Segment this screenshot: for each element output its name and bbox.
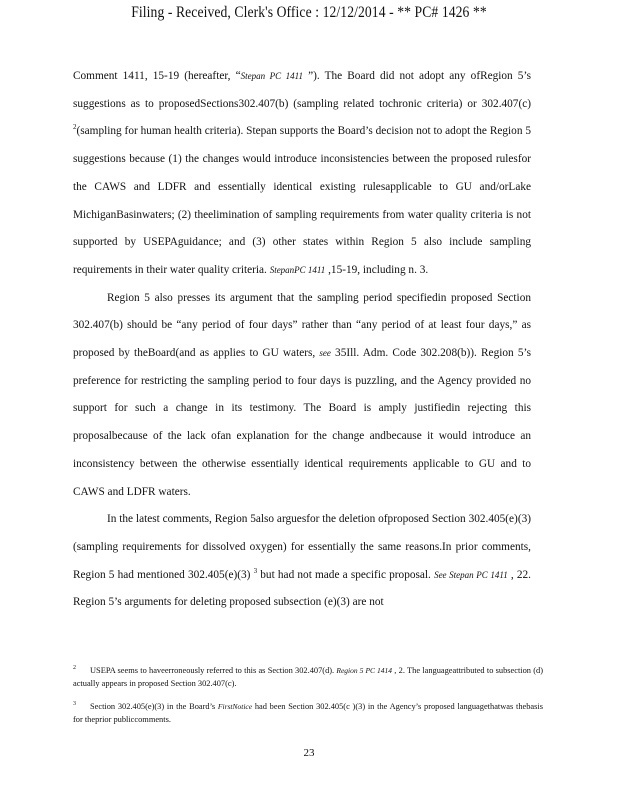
paragraph-1-text-d: ,15-19, including n. 3. — [325, 263, 429, 276]
citation-see: see — [319, 348, 331, 359]
footnote-2-text-b: , 2. The languageattributed to subsection (d) actually appears in proposed Section 302.407(c). — [73, 666, 543, 688]
paragraph-1-text-b: ”). The Board did not adopt any ofRegion 5’s suggestions as to proposedSections302.407(b) (sampling related tochronic criteria) or 302.407(c) — [73, 70, 531, 110]
citation-stepan-pc: Stepan PC 1411 — [240, 71, 303, 81]
footnote-2 — [73, 664, 543, 690]
footnote-3-text-a: Section 302.405(e)(3) in the Board’s — [90, 702, 218, 711]
footnote-divider — [73, 650, 143, 651]
body-text — [73, 63, 531, 617]
paragraph-2-text-b: 35Ill. Adm. Code 302.208(b)). Region 5’s preference for restricting the sampling period to four days is puzzling, and the Agency provided no support for such a change in its testimony. The Board is amply justifiedin rejecting this proposalbecause of the lack ofan explanation for the change andbecause it would introduce an inconsistency between the otherwise essentially identical requirements applicable to GU and to CAWS and LDFR waters. — [73, 347, 532, 498]
footnote-3-citation: FirstNotice — [217, 702, 253, 711]
footnotes — [73, 664, 543, 736]
footnote-3 — [73, 700, 543, 726]
footnote-ref-3: 3 — [253, 566, 258, 575]
footnote-2-citation: Region 5 PC 1414 — [336, 666, 393, 675]
paragraph-3-text-c: , 22. Region 5’s arguments for deleting proposed subsection (e)(3) are not — [73, 568, 532, 609]
footnote-3-text-b: had been Section 302.405(c )(3) in the Agency’s proposed languagethatwas thebasis for theprior publiccomments. — [73, 702, 543, 724]
paragraph-1 — [73, 63, 531, 285]
paragraph-3-text-b: but had not made a specific proposal. — [257, 568, 435, 581]
footnote-ref-2: 2 — [73, 123, 77, 132]
citation-see-stepan: See Stepan PC 1411 — [434, 569, 508, 580]
footnote-2-text-a: USEPA seems to haveerroneously referred to this as Section 302.407(d). — [90, 666, 337, 675]
page-number: 23 — [303, 747, 315, 759]
paragraph-1-text-a: Comment 1411, 15-19 (hereafter, “ — [73, 70, 241, 82]
footnote-2-number: 2 — [73, 665, 76, 672]
filing-header: Filing - Received, Clerk's Office : 12/12/2014 - ** PC# 1426 ** — [131, 4, 487, 21]
paragraph-2-text-a: Region 5 also presses its argument that the sampling period specifiedin proposed Section 302.407(b) should be “any period of four days” rather than “any period of at least four days,” as proposed by theBoard(and as applies to GU waters, — [73, 291, 531, 360]
footnote-3-number: 3 — [73, 701, 76, 708]
paragraph-2 — [73, 285, 531, 507]
paragraph-3-text-a: In the latest comments, Region 5also arguesfor the deletion ofproposed Section 302.405(e)(3) (sampling requirements for dissolved oxygen) for essentially the same reasons.In prior comments, Region 5 had mentioned 302.405(e)(3) — [73, 513, 531, 581]
paragraph-3 — [73, 506, 531, 617]
paragraph-1-text-c: (sampling for human health criteria). Stepan supports the Board’s decision not to adopt the Region 5 suggestions because (1) the changes would introduce inconsistencies between the proposed rulesfor the CAWS and LDFR and essentially identical existing rulesapplicable to GU and/orLake MichiganBasinwaters; (2) theelimination of sampling requirements from water quality criteria is not supported by USEPAguidance; and (3) other states within Region 5 also include sampling requirements in their water quality criteria. — [73, 125, 531, 276]
citation-stepan-pc-2: StepanPC 1411 — [269, 264, 326, 275]
